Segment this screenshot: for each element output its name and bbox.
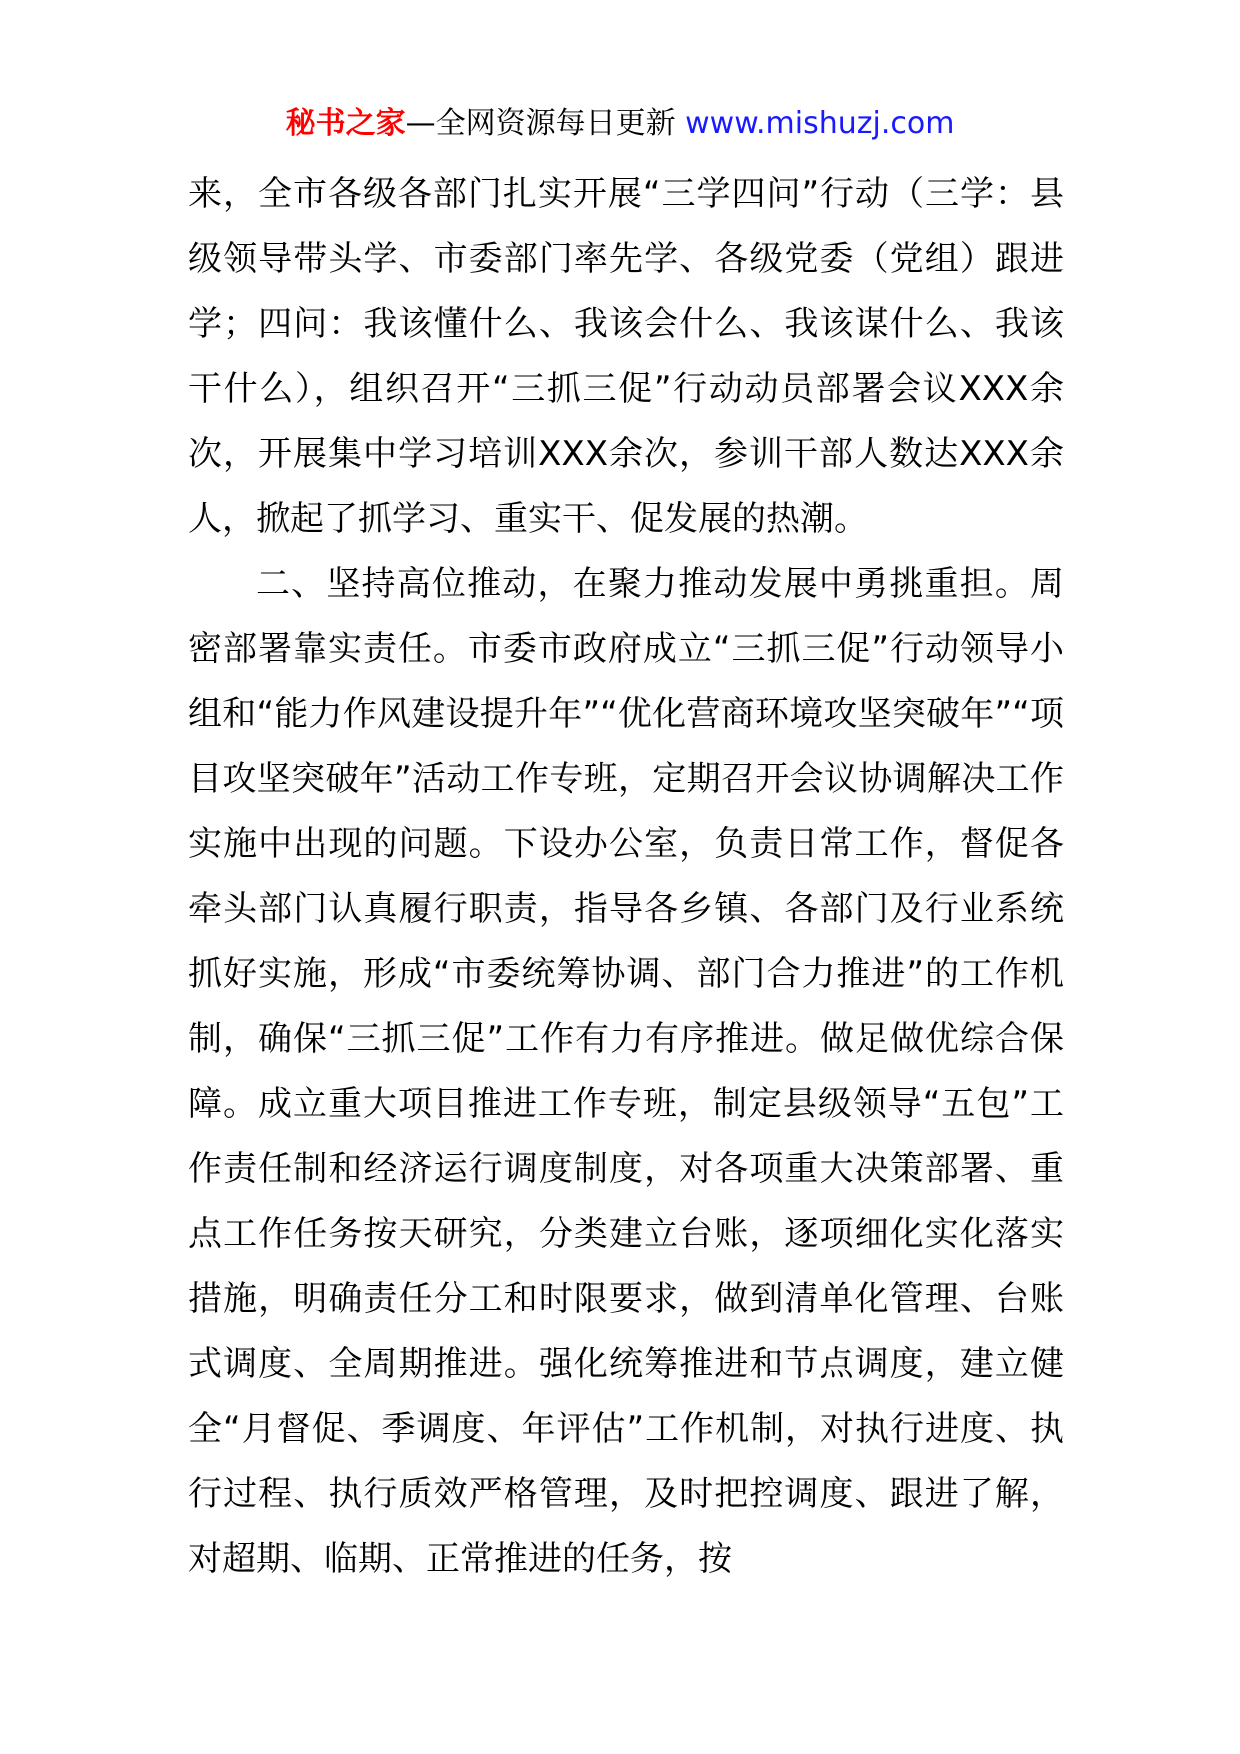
document-body	[188, 162, 1064, 1592]
header-slogan: —全网资源每日更新	[405, 106, 676, 141]
paragraph-continuation: 来，全市各级各部门扎实开展“三学四问”行动（三学：县级领导带头学、市委部门率先学、各级党委（党组）跟进学；四问：我该懂什么、我该会什么、我该谋什么、我该干什么），组织召开“三抓三促”行动动员部署会议XXX余次，开展集中学习培训XXX余次，参训干部人数达XXX余人，掀起了抓学习、重实干、促发展的热潮。	[188, 174, 1064, 539]
page-header	[0, 100, 1240, 148]
paragraph-section-two: 二、坚持高位推动，在聚力推动发展中勇挑重担。周密部署靠实责任。市委市政府成立“三抓三促”行动领导小组和“能力作风建设提升年”“优化营商环境攻坚突破年”“项目攻坚突破年”活动工作专班，定期召开会议协调解决工作实施中出现的问题。下设办公室，负责日常工作，督促各牵头部门认真履行职责，指导各乡镇、各部门及行业系统抓好实施，形成“市委统筹协调、部门合力推进”的工作机制，确保“三抓三促”工作有力有序推进。做足做优综合保障。成立重大项目推进工作专班，制定县级领导“五包”工作责任制和经济运行调度制度，对各项重大决策部署、重点工作任务按天研究，分类建立台账，逐项细化实化落实措施，明确责任分工和时限要求，做到清单化管理、台账式调度、全周期推进。强化统筹推进和节点调度，建立健全“月督促、季调度、年评估”工作机制，对执行进度、执行过程、执行质效严格管理，及时把控调度、跟进了解，对超期、临期、正常推进的任务，按	[188, 564, 1064, 1579]
brand-name: 秘书之家	[285, 106, 406, 141]
website-link[interactable]: www.mishuzj.com	[685, 106, 955, 141]
